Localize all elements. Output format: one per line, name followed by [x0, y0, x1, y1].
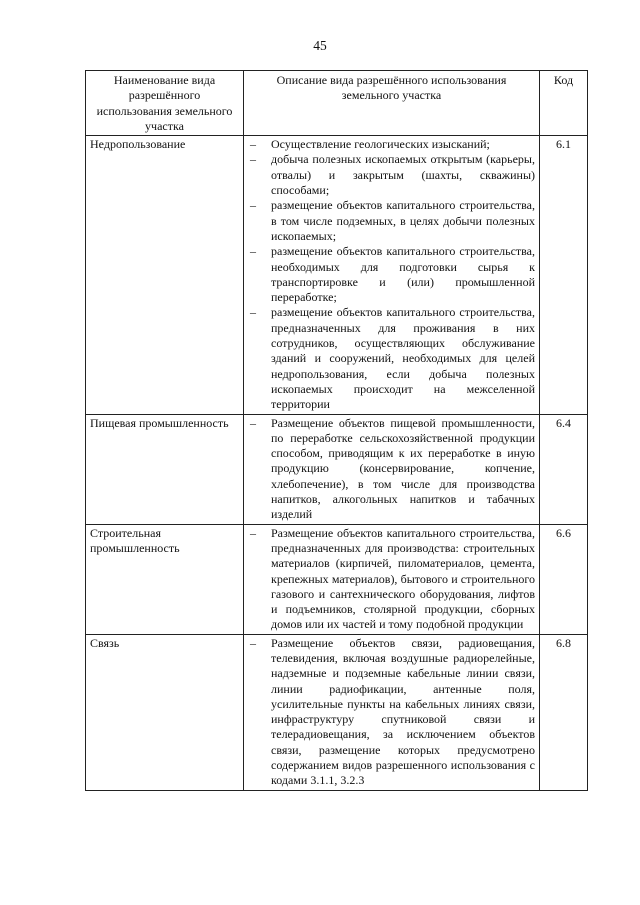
description-item: – Размещение объектов пищевой промышленности, по переработке сельскохозяйственной продукции способом, приводящим к их переработке в иную продукцию (консервирование, копчение, хлебопечение), в том числе для производства напитков, алкогольных напитков и табачных изделий [248, 416, 535, 523]
row-description [244, 414, 540, 524]
row-name: Недропользование [86, 136, 244, 414]
header-code: Код [540, 71, 588, 136]
row-code: 6.6 [540, 524, 588, 634]
table-row [86, 524, 588, 634]
land-use-table [85, 70, 588, 791]
description-item: – размещение объектов капитального строительства, в том числе подземных, в целях добычи полезных ископаемых; [248, 198, 535, 244]
page-number: 45 [313, 38, 327, 53]
table-row [86, 634, 588, 790]
row-name: Строительная промышленность [86, 524, 244, 634]
description-item: – Размещение объектов капитального строительства, предназначенных для производства: строительных материалов (кирпичей, пиломатериалов, цемента, крепежных материалов), бытового и строительного газового и сантехнического оборудования, лифтов и подъемников, столярной продукции, сборных домов или их частей и тому подобной продукции [248, 526, 535, 633]
row-name: Пищевая промышленность [86, 414, 244, 524]
description-item: – Размещение объектов связи, радиовещания, телевидения, включая воздушные радиорелейные, надземные и подземные кабельные линии связи, линии радиофикации, антенные поля, усилительные пункты на кабельных линиях связи, инфраструктуру спутниковой связи и телерадиовещания, за исключением объектов связи, размещение которых предусмотрено содержанием видов разрешенного использования с кодами 3.1.1, 3.2.3 [248, 636, 535, 789]
header-description: Описание вида разрешённого использования земельного участка [244, 71, 540, 136]
row-description [244, 634, 540, 790]
row-description [244, 524, 540, 634]
row-code: 6.4 [540, 414, 588, 524]
table-row [86, 136, 588, 414]
description-item: – размещение объектов капитального строительства, необходимых для подготовки сырья к транспортировке и (или) промышленной переработке; [248, 244, 535, 305]
table-header-row [86, 71, 588, 136]
row-name: Связь [86, 634, 244, 790]
row-code: 6.1 [540, 136, 588, 414]
header-name: Наименование вида разрешённого использования земельного участка [86, 71, 244, 136]
table-row [86, 414, 588, 524]
description-item: – Осуществление геологических изысканий; [248, 137, 535, 152]
row-code: 6.8 [540, 634, 588, 790]
row-description [244, 136, 540, 414]
description-item: – добыча полезных ископаемых открытым (карьеры, отвалы) и закрытым (шахты, скважины) способами; [248, 152, 535, 198]
description-item: – размещение объектов капитального строительства, предназначенных для проживания в них сотрудников, осуществляющих обслуживание зданий и сооружений, необходимых для целей недропользования, если добыча полезных ископаемых происходит на межселенной территории [248, 305, 535, 412]
